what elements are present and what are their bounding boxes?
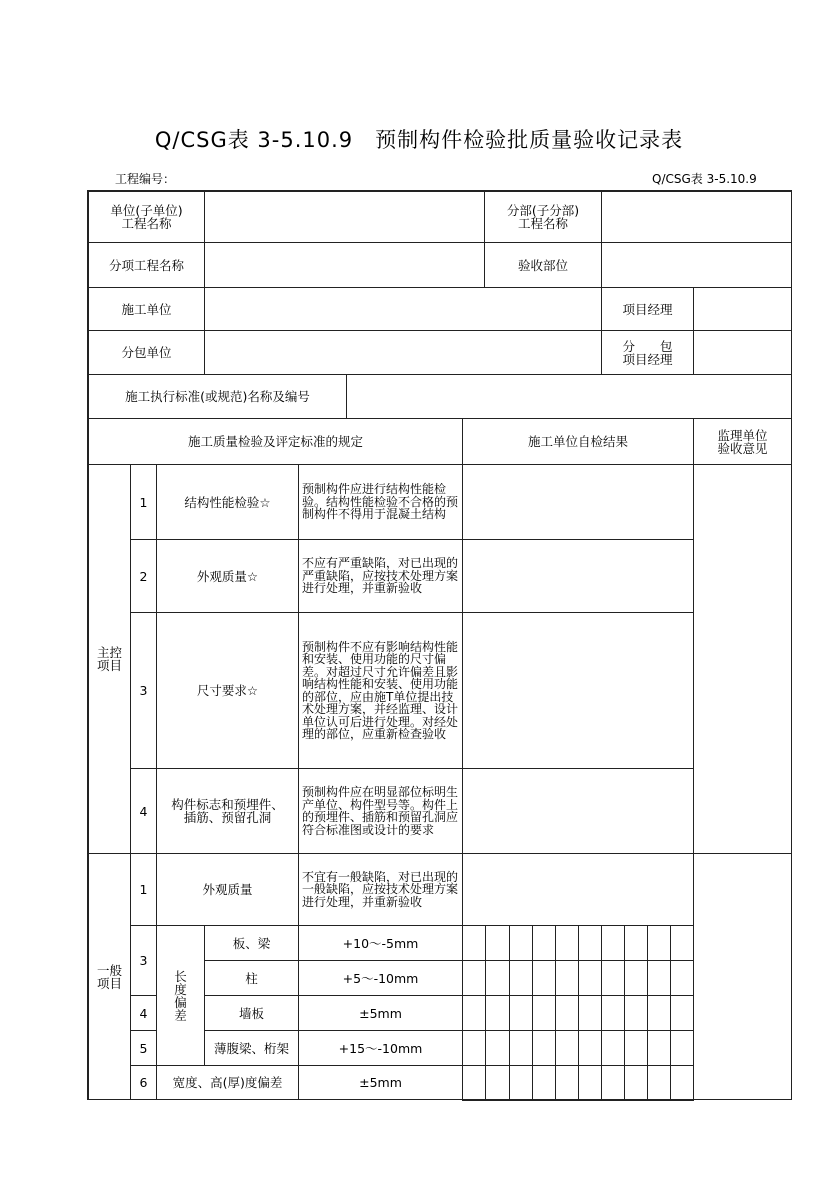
item-description: 预制构件应在明显部位标明生产单位、构件型号等。构件上的预埋件、插筋和预留孔洞应符合标准图或设计的要求: [298, 768, 463, 854]
measurement-cell[interactable]: [647, 960, 671, 996]
measurement-cell[interactable]: [647, 925, 671, 961]
item-no: 1: [130, 853, 157, 926]
measurement-cell[interactable]: [624, 1030, 648, 1066]
item-name: 尺寸要求☆: [156, 612, 299, 769]
item-name: 板、梁: [204, 925, 299, 961]
measurement-cell[interactable]: [532, 1065, 556, 1101]
measurement-cell[interactable]: [555, 925, 579, 961]
measurement-cell[interactable]: [485, 1030, 510, 1066]
self-check-field[interactable]: [462, 853, 694, 926]
item-name: 外观质量☆: [156, 539, 299, 613]
measurement-cell[interactable]: [670, 960, 694, 996]
subitem-project-field[interactable]: [204, 242, 485, 288]
general-supervision-field[interactable]: [693, 853, 792, 1100]
measurement-cell[interactable]: [462, 925, 486, 961]
item-name: 结构性能检验☆: [156, 464, 299, 540]
item-description: 预制构件不应有影响结构性能和安装、使用功能的尺寸偏差。对超过尺寸允许偏差且影响结构性能和安装、使用功能的部位，应由施T单位提出技术处理方案，并经监理、设计单位认可后进行处理。对经处理的部位，应重新检查验收: [298, 612, 463, 769]
item-name: 薄腹梁、桁架: [204, 1030, 299, 1066]
construction-unit-field[interactable]: [204, 287, 602, 331]
item-name: 外观质量: [156, 853, 299, 926]
measurement-cell[interactable]: [601, 1065, 625, 1101]
measurement-cell[interactable]: [578, 925, 602, 961]
measurement-cell[interactable]: [485, 925, 510, 961]
self-check-field[interactable]: [462, 464, 694, 540]
subitem-project-label: 分项工程名称: [88, 242, 205, 288]
item-no: 4: [130, 995, 157, 1031]
unit-project-field[interactable]: [204, 191, 485, 243]
measurement-cell[interactable]: [624, 960, 648, 996]
measurement-cell[interactable]: [601, 1030, 625, 1066]
item-no: 6: [130, 1065, 157, 1100]
project-manager-label: 项目经理: [601, 287, 694, 331]
measurement-cell[interactable]: [578, 960, 602, 996]
measurement-cell[interactable]: [509, 1030, 533, 1066]
main-control-supervision-field[interactable]: [693, 464, 792, 854]
measurement-cell[interactable]: [647, 995, 671, 1031]
measurement-cell[interactable]: [462, 960, 486, 996]
measurement-cell[interactable]: [647, 1065, 671, 1101]
measurement-cell[interactable]: [462, 1030, 486, 1066]
length-deviation-label: 长 度 偏 差: [156, 925, 205, 1066]
division-project-label: 分部(子分部) 工程名称: [484, 191, 602, 243]
item-description: 不宜有一般缺陷，对已出现的一般缺陷，应按技术处理方案进行处理，并重新验收: [298, 853, 463, 926]
measurement-cell[interactable]: [647, 1030, 671, 1066]
item-no: 2: [130, 539, 157, 613]
measurement-cell[interactable]: [624, 925, 648, 961]
subcontractor-label: 分包单位: [88, 330, 205, 375]
item-description: 不应有严重缺陷，对已出现的严重缺陷，应按技术处理方案进行处理，并重新验收: [298, 539, 463, 613]
acceptance-part-label: 验收部位: [484, 242, 602, 288]
subcontractor-field[interactable]: [204, 330, 602, 375]
tolerance-value: +10～-5mm: [298, 925, 463, 961]
spec-column-header: 施工质量检验及评定标准的规定: [88, 418, 463, 465]
item-no: 5: [130, 1030, 157, 1066]
item-no: 3: [130, 925, 157, 996]
construction-unit-label: 施工单位: [88, 287, 205, 331]
tolerance-value: +15～-10mm: [298, 1030, 463, 1066]
measurement-cell[interactable]: [555, 995, 579, 1031]
self-check-field[interactable]: [462, 768, 694, 854]
measurement-cell[interactable]: [485, 960, 510, 996]
measurement-cell[interactable]: [555, 960, 579, 996]
item-name: 墙板: [204, 995, 299, 1031]
measurement-cell[interactable]: [532, 995, 556, 1031]
page-title: Q/CSG表 3-5.10.9 预制构件检验批质量验收记录表: [154, 128, 684, 152]
measurement-cell[interactable]: [670, 995, 694, 1031]
form-code: Q/CSG表 3-5.10.9: [652, 172, 757, 186]
measurement-cell[interactable]: [601, 995, 625, 1031]
measurement-cell[interactable]: [485, 1065, 510, 1101]
measurement-cell[interactable]: [555, 1065, 579, 1101]
acceptance-part-field[interactable]: [601, 242, 792, 288]
standard-field[interactable]: [346, 374, 792, 419]
item-name: 柱: [204, 960, 299, 996]
measurement-cell[interactable]: [532, 960, 556, 996]
self-check-column-header: 施工单位自检结果: [462, 418, 694, 465]
measurement-cell[interactable]: [670, 925, 694, 961]
measurement-cell[interactable]: [578, 1065, 602, 1101]
tolerance-value: ±5mm: [298, 1065, 463, 1100]
measurement-cell[interactable]: [670, 1030, 694, 1066]
unit-project-label: 单位(子单位) 工程名称: [88, 191, 205, 243]
measurement-cell[interactable]: [601, 925, 625, 961]
project-no-label: 工程编号：: [115, 172, 176, 186]
sub-project-manager-field[interactable]: [693, 330, 792, 375]
measurement-cell[interactable]: [578, 1030, 602, 1066]
item-description: 预制构件应进行结构性能检验。结构性能检验不合格的预制构件不得用于混凝土结构: [298, 464, 463, 540]
measurement-cell[interactable]: [462, 1065, 486, 1101]
project-manager-field[interactable]: [693, 287, 792, 331]
division-project-field[interactable]: [601, 191, 792, 243]
measurement-cell[interactable]: [624, 1065, 648, 1101]
item-no: 3: [130, 612, 157, 769]
measurement-cell[interactable]: [509, 960, 533, 996]
measurement-cell[interactable]: [462, 995, 486, 1031]
tolerance-value: +5～-10mm: [298, 960, 463, 996]
measurement-cell[interactable]: [670, 1065, 694, 1101]
item-no: 4: [130, 768, 157, 854]
supervision-column-header: 监理单位 验收意见: [693, 418, 792, 465]
measurement-cell[interactable]: [485, 995, 510, 1031]
item-name: 宽度、高(厚)度偏差: [156, 1065, 299, 1100]
measurement-cell[interactable]: [532, 925, 556, 961]
measurement-cell[interactable]: [509, 925, 533, 961]
measurement-cell[interactable]: [601, 960, 625, 996]
measurement-cell[interactable]: [624, 995, 648, 1031]
item-name: 构件标志和预埋件、插筋、预留孔洞: [156, 768, 299, 854]
self-check-field[interactable]: [462, 539, 694, 613]
measurement-cell[interactable]: [509, 995, 533, 1031]
general-group-label: 一般 项目: [88, 853, 131, 1100]
measurement-cell[interactable]: [509, 1065, 533, 1101]
measurement-cell[interactable]: [555, 1030, 579, 1066]
sub-project-manager-label: 分 包 项目经理: [601, 330, 694, 375]
measurement-cell[interactable]: [578, 995, 602, 1031]
self-check-field[interactable]: [462, 612, 694, 769]
tolerance-value: ±5mm: [298, 995, 463, 1031]
item-no: 1: [130, 464, 157, 540]
measurement-cell[interactable]: [532, 1030, 556, 1066]
standard-label: 施工执行标准(或规范)名称及编号: [88, 374, 347, 419]
main-control-group-label: 主控 项目: [88, 464, 131, 854]
